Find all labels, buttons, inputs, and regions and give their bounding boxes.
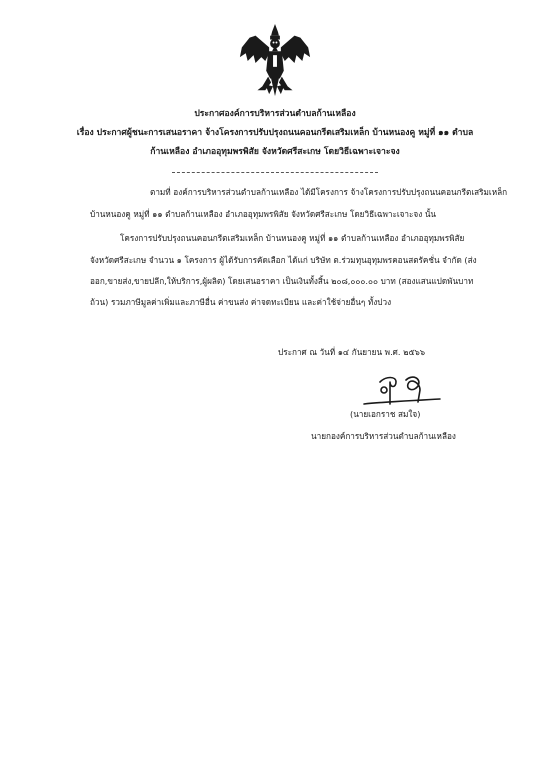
paragraph-1-line-1: ตามที่ องค์การบริหารส่วนตำบลก้านเหลือง ได้มีโครงการ จ้างโครงการปรับปรุงถนนคอนกรีตเสริมเหล็ก [150, 187, 508, 197]
paragraph-2-line-3: ออก,ขายส่ง,ขายปลีก,ให้บริการ,ผู้ผลิต) โดยเสนอราคา เป็นเงินทั้งสิ้น ๒๐๘,๐๐๐.๐๐ บาท (สองแสนแปดพันบาท [90, 276, 474, 286]
garuda-emblem-icon [236, 22, 314, 100]
announcement-title: ประกาศองค์การบริหารส่วนตำบลก้านเหลือง [194, 109, 356, 119]
paragraph-2-line-1: โครงการปรับปรุงถนนคอนกรีตเสริมเหล็ก บ้านหนองคู หมู่ที่ ๑๑ ตำบลก้านเหลือง อำเภออุทุมพรพิสัย [120, 233, 465, 243]
handwritten-signature-icon [362, 372, 442, 412]
signer-name: (นายเอกราช สมใจ) [350, 409, 421, 419]
paragraph-2-line-2: จังหวัดศรีสะเกษ จำนวน ๑ โครงการ ผู้ได้รับการคัดเลือก ได้แก่ บริษัท ต.ร่วมทุนอุทุมพรคอนสตรัคชั่น จำกัด (ส่ง [90, 255, 477, 265]
paragraph-1-line-2: บ้านหนองคู หมู่ที่ ๑๑ ตำบลก้านเหลือง อำเภออุทุมพรพิสัย จังหวัดศรีสะเกษ โดยวิธีเฉพาะเจาะจง นั้น [90, 209, 437, 219]
signer-position: นายกองค์การบริหารส่วนตำบลก้านเหลือง [311, 431, 456, 441]
header-divider [172, 172, 378, 173]
paragraph-2-line-4: ถ้วน) รวมภาษีมูลค่าเพิ่มและภาษีอื่น ค่าขนส่ง ค่าจดทะเบียน และค่าใช้จ่ายอื่นๆ ทั้งปวง [90, 297, 392, 307]
subject-line-2: ก้านเหลือง อำเภออุทุมพรพิสัย จังหวัดศรีสะเกษ โดยวิธีเฉพาะเจาะจง [150, 147, 400, 157]
announcement-date: ประกาศ ณ วันที่ ๑๔ กันยายน พ.ศ. ๒๕๖๖ [278, 347, 426, 357]
subject-line-1: เรื่อง ประกาศผู้ชนะการเสนอราคา จ้างโครงการปรับปรุงถนนคอนกรีตเสริมเหล็ก บ้านหนองคู หมู่ที่ ๑๑ ตำบล [76, 128, 474, 138]
